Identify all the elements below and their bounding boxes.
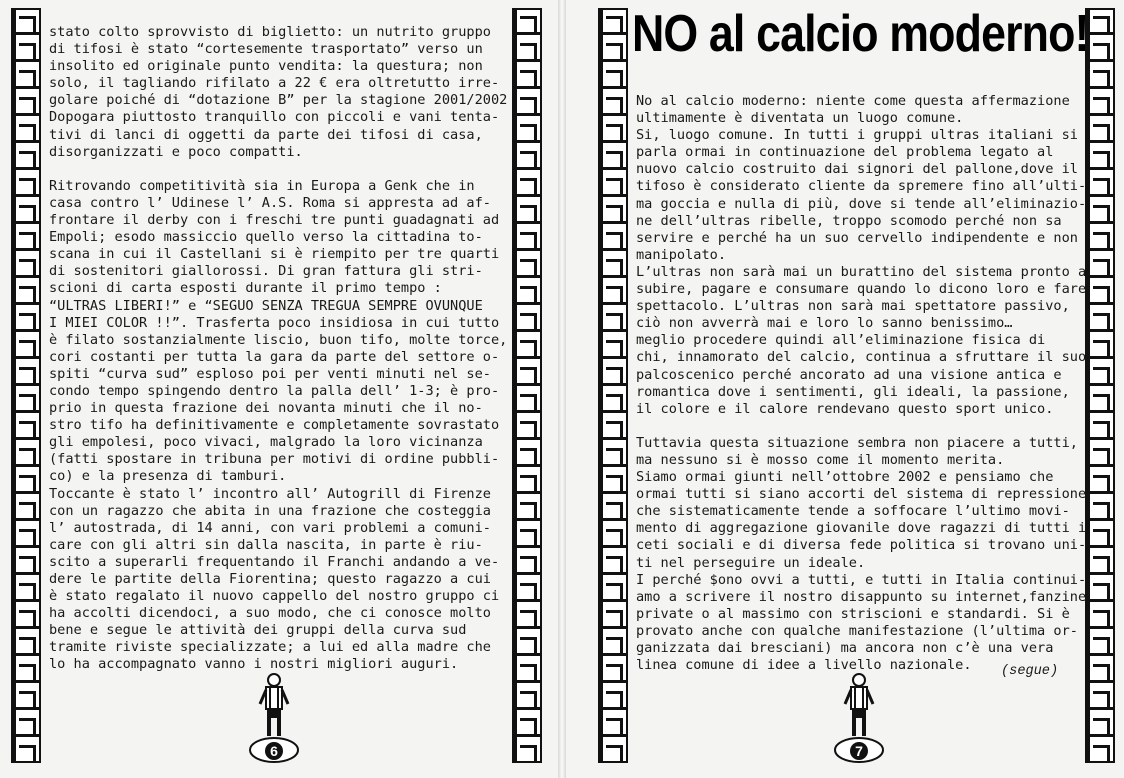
right_page-line: L’ultras non sarà mai un burattino del sistema pronto a — [636, 263, 1087, 280]
left_page-line: stro tifo ha definitivamente e completamente sovrastato — [49, 417, 500, 434]
right_page-line: ne dell’ultras ribelle, troppo scomodo perché non sa — [636, 212, 1062, 229]
greek-key-motif — [19, 475, 36, 492]
left_page-line: è filato sostanzialmente liscio, buon tifo, molte torce, — [49, 331, 508, 348]
greek-key-motif — [606, 394, 623, 411]
greek-key-motif — [19, 745, 36, 762]
left_page-line: insolito ed originale punto vendita: la questura; non — [49, 58, 483, 75]
greek-key-motif — [606, 205, 623, 222]
greek-key-motif — [1093, 664, 1110, 681]
greek-key-motif — [606, 16, 623, 33]
greek-key-motif — [19, 97, 36, 114]
right_page-line: ultimamente è diventata un luogo comune. — [636, 110, 964, 127]
left_page-line: di tifosi è stato “cortesemente trasportato” verso un — [49, 41, 483, 58]
greek-key-motif — [19, 367, 36, 384]
greek-key-motif — [19, 232, 36, 249]
right_page-line: servire e perché ha un suo cervello indipendente e non — [636, 229, 1078, 246]
left_page-line: è stato regalato il nuovo cappello del nostro gruppo ci — [49, 588, 500, 605]
greek-key-motif — [520, 610, 537, 627]
left_page-line: casa contro l’ Udinese l’ A.S. Roma si appresta ad af- — [49, 194, 491, 211]
left_page-line: ha accolti dicendoci, a suo modo, che ci conosce molto — [49, 605, 491, 622]
greek-key-motif — [1093, 475, 1110, 492]
greek-key-motif — [19, 43, 36, 60]
right_page-line: tifoso è considerato cliente da spremere fino all’ulti- — [636, 178, 1087, 195]
greek-key-motif — [1093, 313, 1110, 330]
greek-key-motif — [1093, 232, 1110, 249]
left_page-line: care con gli altri sin dalla nascita, in parte è riu- — [49, 536, 483, 553]
greek-key-motif — [19, 394, 36, 411]
left_page-line: golare poiché di “dotazione B” per la stagione 2001/2002 — [49, 92, 508, 109]
left_page-line: l’ autostrada, di 14 anni, con vari problemi a comuni- — [49, 519, 491, 536]
greek-key-motif — [19, 70, 36, 87]
greek-key-motif — [1093, 448, 1110, 465]
greek-key-motif — [1093, 691, 1110, 708]
right_page-line: manipolato. — [636, 246, 727, 263]
left_page-line: Empoli; esodo massiccio quello verso la cittadina to- — [49, 229, 483, 246]
greek-key-motif — [606, 259, 623, 276]
greek-key-motif — [606, 475, 623, 492]
right_page-line: nuovo calcio costruito dai signori del pallone,dove il — [636, 161, 1078, 178]
greek-key-motif — [606, 232, 623, 249]
greek-key-motif — [1093, 205, 1110, 222]
right_page-line: linea comune di idee a livello nazionale. — [636, 657, 972, 674]
greek-key-motif — [520, 664, 537, 681]
left_page-line: Toccante è stato l’ incontro all’ Autogrill di Firenze — [49, 485, 491, 502]
right_page-line: Tuttavia questa situazione sembra non piacere a tutti, — [636, 434, 1078, 451]
greek-key-border-right-outer — [1085, 8, 1115, 763]
left_page-line: disorganizzati e poco compatti. — [49, 143, 303, 160]
right_page-line: chi, innamorato del calcio, continua a sfruttare il suo — [636, 349, 1087, 366]
page-gutter — [558, 0, 566, 778]
greek-key-motif — [606, 421, 623, 438]
greek-key-motif — [1093, 637, 1110, 654]
greek-key-motif — [19, 448, 36, 465]
greek-key-motif — [606, 97, 623, 114]
greek-key-motif — [606, 583, 623, 600]
greek-key-motif — [520, 502, 537, 519]
greek-key-motif — [520, 367, 537, 384]
right_page-line: ma goccia e nulla di più, dove si tende all’eliminazio- — [636, 195, 1087, 212]
greek-key-motif — [1093, 745, 1110, 762]
left_page-line: prio in questa frazione dei novanta minuti che il no- — [49, 400, 483, 417]
left_page-line: di sostenitori giallorossi. Di gran fattura gli stri- — [49, 263, 483, 280]
greek-key-motif — [520, 556, 537, 573]
greek-key-motif — [606, 718, 623, 735]
greek-key-motif — [606, 367, 623, 384]
greek-key-motif — [606, 529, 623, 546]
right_page-line: Si, luogo comune. In tutti i gruppi ultras italiani si — [636, 127, 1078, 144]
left_page-line: scana in cui il Castellani si è riempito per tre quarti — [49, 246, 500, 263]
greek-key-motif — [1093, 718, 1110, 735]
greek-key-motif — [520, 232, 537, 249]
greek-key-motif — [1093, 70, 1110, 87]
greek-key-motif — [520, 124, 537, 141]
greek-key-motif — [520, 259, 537, 276]
greek-key-motif — [606, 637, 623, 654]
right_page-line: ma nessuno si è mosso come il momento merita. — [636, 451, 1005, 468]
greek-key-motif — [1093, 151, 1110, 168]
right-page-body — [636, 93, 1086, 674]
right_page-line: provato anche con qualche manifestazione (l’ultima or- — [636, 622, 1078, 639]
greek-key-motif — [1093, 610, 1110, 627]
left_page-line: bene e segue le attività dei gruppi della curva sud — [49, 622, 467, 639]
right_page-line: ormai tutti si siano accorti del sistema di repressione — [636, 486, 1087, 503]
greek-key-motif — [606, 502, 623, 519]
article-title: NO al calcio moderno! — [632, 5, 1089, 63]
greek-key-motif — [606, 124, 623, 141]
greek-key-motif — [1093, 556, 1110, 573]
left_page-line: dere le partite della Fiorentina; questo ragazzo a cui — [49, 571, 491, 587]
left_page-line: tramite riviste specializzate; a lui ed alla madre che — [49, 639, 491, 656]
greek-key-motif — [606, 70, 623, 87]
greek-key-motif — [19, 421, 36, 438]
greek-key-motif — [19, 340, 36, 357]
greek-key-motif — [19, 313, 36, 330]
greek-key-motif — [1093, 529, 1110, 546]
greek-key-motif — [520, 448, 537, 465]
left_page-line: condo tempo spingendo dentro la palla dell’ 1-3; è pro- — [49, 382, 500, 399]
left_page-line: lo ha accompagnato vanno i nostri migliori auguri. — [49, 656, 459, 673]
right_page-line: I perché $ono ovvi a tutti, e tutti in Italia continui- — [636, 571, 1087, 588]
greek-key-motif — [520, 745, 537, 762]
greek-key-motif — [606, 340, 623, 357]
greek-key-motif — [19, 583, 36, 600]
greek-key-motif — [19, 556, 36, 573]
greek-key-motif — [520, 178, 537, 195]
greek-key-motif — [19, 610, 36, 627]
greek-key-motif — [606, 178, 623, 195]
greek-key-motif — [520, 16, 537, 33]
left_page-line: frontare il derby con i freschi tre punti guadagnati ad — [49, 212, 500, 229]
greek-key-motif — [520, 286, 537, 303]
greek-key-motif — [19, 124, 36, 141]
right_page-line: ceti sociali e di diversa fede politica si trovano uni- — [636, 537, 1087, 554]
greek-key-motif — [606, 664, 623, 681]
continued-note: (segue) — [1001, 664, 1059, 679]
right_page-line: ti nel perseguire un ideale. — [636, 554, 866, 571]
right_page-line: private o al massimo con striscioni e standardi. Si è — [636, 605, 1070, 622]
greek-key-motif — [606, 448, 623, 465]
greek-key-motif — [520, 340, 537, 357]
greek-key-motif — [606, 313, 623, 330]
right_page-line: Siamo ormai giunti nell’ottobre 2002 e pensiamo che — [636, 469, 1054, 486]
greek-key-motif — [520, 43, 537, 60]
greek-key-motif — [1093, 124, 1110, 141]
right_page-line: parla ormai in continuazione del problema legato al — [636, 144, 1054, 161]
left_page-line: scioni di carta esposti durante il primo tempo : — [49, 280, 442, 297]
right_page-line: ciò non avverrà mai e loro lo sanno benissimo… — [636, 315, 1013, 332]
greek-key-motif — [19, 691, 36, 708]
right_page-line: amo a scrivere il nostro disappunto su internet,fanzine — [636, 588, 1087, 605]
greek-key-motif — [520, 529, 537, 546]
greek-key-motif — [1093, 97, 1110, 114]
greek-key-motif — [520, 421, 537, 438]
right_page-line: palcoscenico perché ancorato ad una visione antica e — [636, 366, 1062, 383]
left_page-line: gli empolesi, poco vivaci, malgrado la loro vicinanza — [49, 434, 483, 451]
left_page-line: spiti “curva sud” esploso poi per venti minuti nel se- — [49, 365, 491, 382]
greek-key-motif — [606, 286, 623, 303]
greek-key-motif — [520, 691, 537, 708]
left_page-line: I MIEI COLOR !!”. Trasferta poco insidiosa in cui tutto — [49, 314, 500, 331]
right_page-line: mento di aggregazione giovanile dove ragazzi di tutti i — [636, 520, 1087, 537]
greek-key-motif — [520, 313, 537, 330]
greek-key-motif — [520, 205, 537, 222]
left_page-line: solo, il tagliando rifilato a 22 € era oltretutto irre- — [49, 75, 500, 92]
left_page-line: (fatti spostare in tribuna per motivi di ordine pubbli- — [49, 451, 500, 468]
greek-key-motif — [606, 556, 623, 573]
greek-key-motif — [19, 286, 36, 303]
greek-key-border-left-outer — [11, 8, 41, 763]
greek-key-motif — [1093, 16, 1110, 33]
right_page-line — [636, 418, 1086, 435]
greek-key-motif — [520, 637, 537, 654]
greek-key-motif — [1093, 583, 1110, 600]
greek-key-motif — [1093, 340, 1110, 357]
left_page-line: cori costanti per tutta la gara da parte del settore o- — [49, 348, 500, 365]
left_page-line: Dopogara piuttosto tranquillo con piccoli e vani tenta- — [49, 109, 500, 126]
left_page-line: scito a superarli frequentando il Franchi andando a ve- — [49, 553, 500, 570]
right_page-line: No al calcio moderno: niente come questa affermazione — [636, 93, 1070, 109]
greek-key-border-left-inner — [512, 8, 542, 763]
right_page-line: spettacolo. L’ultras non sarà mai spettatore passivo, — [636, 298, 1070, 315]
greek-key-motif — [520, 583, 537, 600]
left_page-line: Ritrovando competitività sia in Europa a Genk che in — [49, 177, 475, 194]
greek-key-motif — [19, 178, 36, 195]
greek-key-motif — [19, 502, 36, 519]
greek-key-motif — [1093, 286, 1110, 303]
subbuteo-player-icon — [244, 668, 304, 768]
greek-key-motif — [606, 610, 623, 627]
left_page-line: stato colto sprovvisto di biglietto: un nutrito gruppo — [49, 24, 491, 40]
right_page-line: che sistematicamente tende a soffocare l’ultimo movi- — [636, 503, 1070, 520]
right_page-line: il colore e il calore rendevano questo sport unico. — [636, 400, 1054, 417]
right_page-line: ganizzata dai bresciani) ma ancora non c’è una vera — [636, 640, 1054, 656]
page-number-left: 6 — [265, 742, 283, 760]
greek-key-motif — [520, 151, 537, 168]
right_page-line: subire, pagare e consumare quando lo dicono loro e fare — [636, 281, 1087, 298]
greek-key-motif — [1093, 259, 1110, 276]
left_page-line: con un ragazzo che abita in una frazione che costeggia — [49, 502, 491, 519]
greek-key-motif — [19, 718, 36, 735]
greek-key-motif — [1093, 367, 1110, 384]
greek-key-motif — [1093, 178, 1110, 195]
greek-key-motif — [19, 151, 36, 168]
greek-key-motif — [1093, 502, 1110, 519]
page-number-right: 7 — [850, 742, 868, 760]
greek-key-motif — [19, 529, 36, 546]
greek-key-motif — [520, 475, 537, 492]
left-page-body — [49, 24, 507, 674]
greek-key-motif — [1093, 394, 1110, 411]
subbuteo-player-icon — [829, 668, 889, 768]
greek-key-motif — [19, 637, 36, 654]
greek-key-motif — [606, 43, 623, 60]
greek-key-motif — [19, 205, 36, 222]
greek-key-motif — [520, 394, 537, 411]
left_page-line — [49, 161, 507, 178]
greek-key-motif — [520, 718, 537, 735]
left_page-line: co) e la presenza di tamburi. — [49, 468, 287, 485]
greek-key-border-right-inner — [598, 8, 628, 763]
greek-key-motif — [1093, 421, 1110, 438]
greek-key-motif — [19, 16, 36, 33]
greek-key-motif — [1093, 43, 1110, 60]
left_page-line: tivi di lanci di oggetti da parte dei tifosi di casa, — [49, 126, 483, 143]
greek-key-motif — [606, 691, 623, 708]
greek-key-motif — [19, 664, 36, 681]
greek-key-motif — [606, 151, 623, 168]
greek-key-motif — [606, 745, 623, 762]
right_page-line: romantica dove i sentimenti, gli ideali, la passione, — [636, 383, 1070, 400]
left_page-line: “ULTRAS LIBERI!” e “SEGUO SENZA TREGUA SEMPRE OVUNQUE — [49, 297, 483, 314]
greek-key-motif — [19, 259, 36, 276]
greek-key-motif — [520, 70, 537, 87]
greek-key-motif — [520, 97, 537, 114]
right_page-line: meglio procedere quindi all’eliminazione fisica di — [636, 332, 1046, 349]
